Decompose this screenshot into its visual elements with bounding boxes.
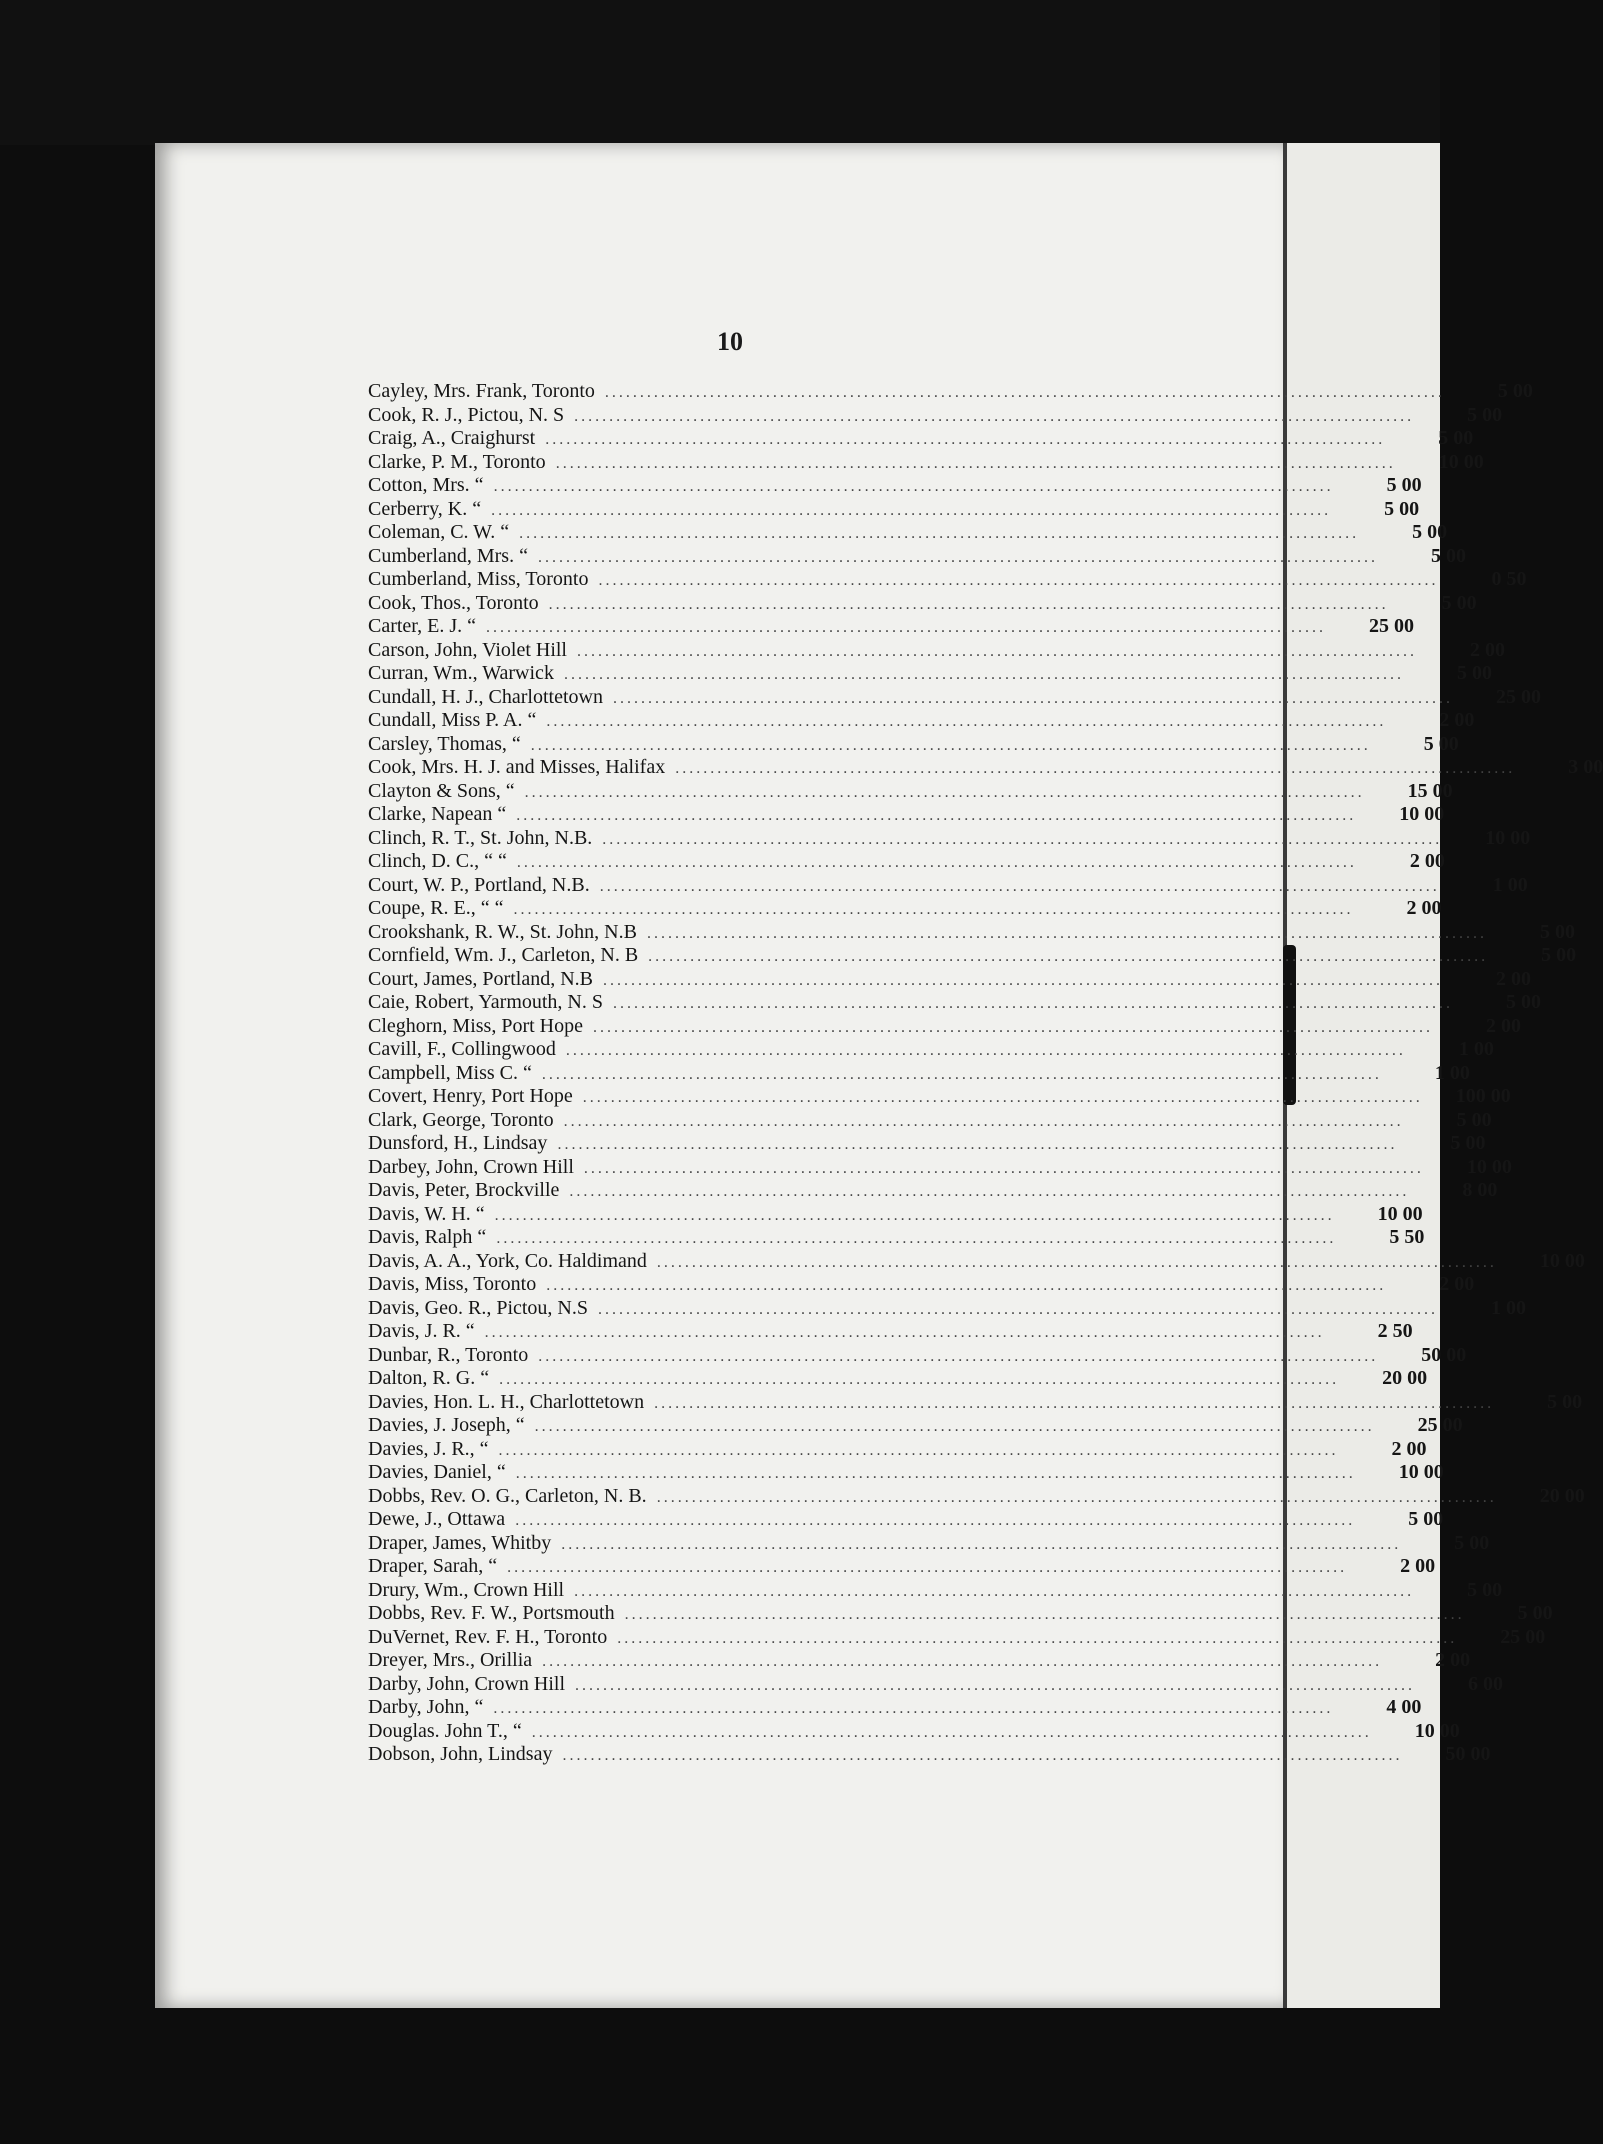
list-item (368, 826, 1531, 851)
dot-leader: ........................................................................................................................ (583, 1159, 1424, 1177)
list-item (368, 1602, 1553, 1626)
dot-leader: ........................................................................................................................ (484, 1324, 1325, 1341)
subscriber-name: Douglas. John T., “ (368, 1719, 522, 1742)
subscription-amount: 2 00 (1406, 897, 1442, 919)
subscriber-list (368, 380, 1603, 1767)
subscriber-name: Davis, J. R. “ (368, 1320, 475, 1342)
subscription-amount: 2 00 (1409, 850, 1445, 872)
subscription-amount: 10 00 (1399, 803, 1445, 825)
subscriber-name: Davies, J. R., “ (368, 1437, 489, 1460)
list-item (368, 1296, 1526, 1321)
subscriber-name: Clark, George, Toronto (368, 1108, 554, 1131)
subscriber-name: Cayley, Mrs. Frank, Toronto (368, 380, 595, 402)
subscription-amount: 2 00 (1486, 1014, 1521, 1037)
dot-leader: ........................................................................................................................ (534, 1418, 1375, 1435)
subscriber-name: Cundall, H. J., Charlottetown (368, 685, 603, 708)
list-item (368, 1108, 1492, 1133)
list-item (368, 427, 1474, 451)
dot-leader: ........................................................................................................................ (617, 1629, 1458, 1647)
subscription-amount: 5 50 (1389, 1226, 1425, 1248)
dot-leader: ........................................................................................................................ (602, 830, 1443, 848)
subscription-amount: 5 00 (1412, 521, 1448, 543)
list-item (368, 1061, 1470, 1086)
list-item (368, 1202, 1423, 1227)
subscription-amount: 5 00 (1438, 427, 1474, 449)
list-item (368, 474, 1422, 498)
dot-leader: ........................................................................................................................ (486, 619, 1327, 636)
scan-background (0, 0, 1440, 145)
subscription-amount: 5 00 (1506, 991, 1541, 1013)
list-item (368, 1390, 1583, 1415)
subscription-amount: 10 00 (1485, 826, 1531, 849)
subscription-amount: 2 00 (1496, 967, 1531, 990)
subscriber-name: Carsley, Thomas, “ (368, 732, 521, 755)
dot-leader: ........................................................................................................................ (546, 1277, 1387, 1294)
subscriber-name: Coupe, R. E., “ “ (368, 897, 504, 919)
dot-leader: ........................................................................................................................ (513, 901, 1354, 918)
list-item (368, 1038, 1494, 1062)
subscriber-name: Clayton & Sons, “ (368, 779, 515, 802)
subscription-amount: 25 00 (1417, 1414, 1463, 1436)
subscriber-name: Caie, Robert, Yarmouth, N. S (368, 991, 603, 1013)
dot-leader: ........................................................................................................................ (524, 783, 1365, 801)
subscriber-name: Cleghorn, Miss, Port Hope (368, 1014, 583, 1037)
list-item (368, 591, 1477, 616)
subscriber-name: Cook, Mrs. H. J. and Misses, Halifax (368, 756, 666, 778)
dot-leader: ........................................................................................................................ (569, 1183, 1410, 1200)
subscriber-name: DuVernet, Rev. F. H., Toronto (368, 1625, 608, 1648)
dot-leader: ........................................................................................................................ (499, 1371, 1340, 1388)
subscriber-name: Campbell, Miss C. “ (368, 1061, 532, 1084)
list-item (368, 1132, 1486, 1156)
subscription-amount: 4 00 (1386, 1696, 1422, 1718)
subscriber-name: Dewe, J., Ottawa (368, 1508, 506, 1530)
subscriber-name: Clarke, Napean “ (368, 803, 507, 825)
subscriber-name: Cook, Thos., Toronto (368, 591, 539, 614)
subscriber-name: Court, W. P., Portland, N.B. (368, 873, 590, 896)
subscription-amount: 6 00 (1468, 1672, 1504, 1695)
subscription-amount: 1 00 (1458, 1038, 1494, 1060)
dot-leader: ........................................................................................................................ (646, 924, 1487, 942)
subscriber-name: Cundall, Miss P. A. “ (368, 709, 537, 731)
dot-leader: ........................................................................................................................ (493, 478, 1334, 495)
subscriber-name: Davis, A. A., York, Co. Haldimand (368, 1249, 647, 1272)
list-item (368, 1743, 1491, 1767)
subscriber-name: Cerberry, K. “ (368, 497, 482, 520)
subscriber-name: Davies, Hon. L. H., Charlottetown (368, 1390, 645, 1413)
subscription-amount: 15 00 (1407, 779, 1453, 802)
dot-leader: ........................................................................................................................ (555, 454, 1396, 472)
subscription-amount: 5 00 (1541, 944, 1577, 966)
list-item (368, 1343, 1467, 1368)
subscription-amount: 2 00 (1439, 1273, 1475, 1295)
list-item (368, 756, 1603, 780)
list-item (368, 380, 1533, 404)
subscription-amount: 100 00 (1455, 1085, 1511, 1107)
dot-leader: ........................................................................................................................ (542, 1653, 1383, 1670)
list-item (368, 497, 1420, 522)
list-item (368, 1414, 1463, 1438)
list-item (368, 897, 1442, 921)
subscriber-name: Coleman, C. W. “ (368, 521, 510, 543)
subscription-amount: 0 50 (1491, 568, 1527, 590)
list-item (368, 1508, 1444, 1532)
dot-leader: ........................................................................................................................ (531, 1723, 1372, 1741)
list-item (368, 1531, 1490, 1556)
subscription-amount: 20 00 (1539, 1484, 1585, 1507)
list-item (368, 1320, 1413, 1344)
subscription-amount: 1 00 (1434, 1061, 1470, 1084)
subscriber-name: Drury, Wm., Crown Hill (368, 1578, 565, 1601)
list-item (368, 1555, 1436, 1579)
dot-leader: ........................................................................................................................ (656, 1253, 1497, 1271)
dot-leader: ........................................................................................................................ (491, 501, 1332, 519)
dot-leader: ........................................................................................................................ (519, 525, 1360, 542)
subscription-amount: 50 00 (1445, 1743, 1491, 1765)
list-item (368, 1696, 1422, 1720)
subscription-amount: 2 00 (1439, 709, 1475, 731)
subscriber-name: Davis, Geo. R., Pictou, N.S (368, 1296, 588, 1319)
subscriber-name: Cook, R. J., Pictou, N. S (368, 403, 565, 426)
page-number: 10 (717, 327, 743, 356)
subscriber-name: Dobbs, Rev. O. G., Carleton, N. B. (368, 1484, 647, 1507)
dot-leader: ........................................................................................................................ (603, 971, 1443, 989)
list-item (368, 403, 1503, 428)
dot-leader: ........................................................................................................................ (538, 1347, 1379, 1365)
dot-leader: ........................................................................................................................ (516, 807, 1357, 824)
dot-leader: ........................................................................................................................ (648, 948, 1489, 965)
subscriber-name: Draper, James, Whitby (368, 1531, 552, 1554)
dot-leader: ........................................................................................................................ (530, 736, 1371, 754)
list-item (368, 1625, 1546, 1650)
dot-leader: ........................................................................................................................ (598, 572, 1439, 589)
list-item (368, 1155, 1512, 1180)
dot-leader: ........................................................................................................................ (599, 877, 1440, 895)
subscription-amount: 5 00 (1547, 1390, 1583, 1413)
subscription-amount: 10 00 (1466, 1155, 1512, 1178)
subscription-amount: 5 00 (1441, 591, 1477, 614)
subscriber-name: Clinch, R. T., St. John, N.B. (368, 826, 593, 849)
dot-leader: ........................................................................................................................ (493, 1700, 1334, 1717)
subscriber-name: Darby, John, Crown Hill (368, 1672, 566, 1695)
subscription-amount: 1 00 (1491, 1296, 1526, 1319)
subscription-amount: 10 00 (1377, 1202, 1423, 1225)
list-item (368, 1085, 1511, 1109)
list-item (368, 450, 1484, 475)
subscription-amount: 2 00 (1400, 1555, 1436, 1577)
subscriber-name: Dunbar, R., Toronto (368, 1343, 529, 1366)
subscription-amount: 5 00 (1467, 403, 1503, 426)
list-item (368, 991, 1541, 1015)
subscriber-name: Dobson, John, Lindsay (368, 1743, 553, 1765)
list-item (368, 615, 1415, 639)
subscriber-name: Craig, A., Craighurst (368, 427, 536, 449)
subscriber-name: Curran, Wm., Warwick (368, 662, 554, 684)
list-item (368, 920, 1575, 945)
dot-leader: ........................................................................................................................ (563, 1112, 1404, 1130)
list-item (368, 1014, 1521, 1039)
dot-leader: ........................................................................................................................ (613, 995, 1453, 1012)
subscription-amount: 50 00 (1421, 1343, 1467, 1366)
dot-leader: ........................................................................................................................ (562, 1747, 1403, 1764)
dot-leader: ........................................................................................................................ (593, 1018, 1433, 1036)
list-item (368, 1273, 1475, 1297)
subscription-amount: 3 00 (1568, 756, 1603, 778)
dot-leader: ........................................................................................................................ (624, 1606, 1465, 1623)
subscriber-name: Davis, Miss, Toronto (368, 1273, 537, 1295)
subscriber-name: Dalton, R. G. “ (368, 1367, 490, 1389)
dot-leader: ........................................................................................................................ (515, 1512, 1356, 1529)
subscriber-name: Darby, John, “ (368, 1696, 484, 1718)
list-item (368, 1719, 1460, 1744)
subscriber-name: Davies, Daniel, “ (368, 1461, 506, 1483)
subscriber-name: Covert, Henry, Port Hope (368, 1085, 573, 1107)
subscription-amount: 5 00 (1384, 497, 1420, 520)
list-item (368, 1649, 1471, 1673)
dot-leader: ........................................................................................................................ (545, 431, 1386, 448)
list-item (368, 568, 1527, 592)
dot-leader: ........................................................................................................................ (546, 713, 1387, 730)
list-item (368, 638, 1505, 663)
list-item (368, 1179, 1498, 1203)
list-item (368, 1367, 1428, 1391)
subscriber-name: Cumberland, Mrs. “ (368, 544, 528, 567)
list-item (368, 1226, 1425, 1250)
subscription-amount: 2 50 (1377, 1320, 1413, 1342)
dot-leader: ........................................................................................................................ (604, 384, 1445, 401)
subscriber-name: Davis, Ralph “ (368, 1226, 487, 1248)
dot-leader: ........................................................................................................................ (565, 1042, 1406, 1059)
subscription-amount: 5 00 (1423, 732, 1459, 755)
subscription-amount: 1 00 (1492, 873, 1528, 896)
subscriber-name: Darbey, John, Crown Hill (368, 1155, 574, 1178)
dot-leader: ........................................................................................................................ (656, 1488, 1497, 1506)
list-item (368, 873, 1528, 898)
list-item (368, 944, 1577, 968)
dot-leader: ........................................................................................................................ (675, 760, 1516, 777)
subscription-amount: 10 00 (1438, 450, 1484, 473)
dot-leader: ........................................................................................................................ (582, 1089, 1423, 1106)
dot-leader: ........................................................................................................................ (548, 595, 1389, 613)
subscription-amount: 10 00 (1539, 1249, 1585, 1272)
subscriber-name: Cumberland, Miss, Toronto (368, 568, 589, 590)
subscription-amount: 25 00 (1369, 615, 1415, 637)
subscriber-name: Cornfield, Wm. J., Carleton, N. B (368, 944, 639, 966)
dot-leader: ........................................................................................................................ (541, 1065, 1382, 1083)
subscription-amount: 5 00 (1386, 474, 1422, 496)
subscriber-name: Carter, E. J. “ (368, 615, 477, 637)
subscriber-name: Court, James, Portland, N.B (368, 967, 593, 990)
list-item (368, 521, 1448, 545)
subscriber-name: Dreyer, Mrs., Orillia (368, 1649, 533, 1671)
subscriber-name: Davis, W. H. “ (368, 1202, 485, 1225)
dot-leader: ........................................................................................................................ (498, 1441, 1339, 1459)
dot-leader: ........................................................................................................................ (515, 1465, 1356, 1482)
dot-leader: ........................................................................................................................ (563, 666, 1404, 683)
subscription-amount: 2 00 (1469, 638, 1505, 661)
list-item (368, 685, 1541, 710)
subscription-amount: 25 00 (1495, 685, 1541, 708)
subscription-amount: 5 00 (1454, 1531, 1490, 1554)
dot-leader: ........................................................................................................................ (496, 1230, 1337, 1247)
subscriber-name: Crookshank, R. W., St. John, N.B (368, 920, 637, 943)
subscription-amount: 5 00 (1467, 1578, 1503, 1601)
subscriber-name: Davies, J. Joseph, “ (368, 1414, 525, 1436)
list-item (368, 1578, 1503, 1603)
list-item (368, 1461, 1444, 1485)
dot-leader: ........................................................................................................................ (598, 1300, 1438, 1318)
list-item (368, 803, 1445, 827)
subscriber-name: Dunsford, H., Lindsay (368, 1132, 548, 1154)
subscriber-name: Dobbs, Rev. F. W., Portsmouth (368, 1602, 615, 1624)
dot-leader: ........................................................................................................................ (537, 548, 1378, 566)
subscription-amount: 5 00 (1408, 1508, 1444, 1530)
list-item (368, 1484, 1585, 1509)
dot-leader: ........................................................................................................................ (557, 1136, 1398, 1153)
list-item (368, 732, 1459, 757)
dot-leader: ........................................................................................................................ (516, 854, 1357, 871)
subscriber-name: Clarke, P. M., Toronto (368, 450, 546, 473)
subscriber-name: Carson, John, Violet Hill (368, 638, 567, 661)
subscriber-name: Cotton, Mrs. “ (368, 474, 484, 496)
list-item (368, 967, 1531, 992)
subscription-amount: 5 00 (1450, 1132, 1486, 1154)
subscriber-name: Draper, Sarah, “ (368, 1555, 498, 1577)
dot-leader: ........................................................................................................................ (576, 642, 1417, 660)
dot-leader: ........................................................................................................................ (575, 1676, 1416, 1694)
dot-leader: ........................................................................................................................ (561, 1535, 1402, 1553)
dot-leader: ........................................................................................................................ (507, 1559, 1348, 1576)
list-item (368, 709, 1475, 733)
subscription-amount: 10 00 (1398, 1461, 1444, 1483)
list-item (368, 662, 1492, 686)
subscriber-name: Cavill, F., Collingwood (368, 1038, 556, 1060)
list-item (368, 544, 1466, 569)
subscription-amount: 2 00 (1391, 1437, 1427, 1460)
dot-leader: ........................................................................................................................ (612, 689, 1453, 707)
list-item (368, 1672, 1504, 1697)
subscriber-name: Clinch, D. C., “ “ (368, 850, 507, 872)
dot-leader: ........................................................................................................................ (574, 1582, 1415, 1600)
subscription-amount: 5 00 (1456, 662, 1492, 684)
list-item (368, 1437, 1427, 1462)
subscription-amount: 5 00 (1430, 544, 1466, 567)
subscription-amount: 8 00 (1462, 1179, 1498, 1201)
subscription-amount: 2 00 (1435, 1649, 1471, 1671)
dot-leader: ........................................................................................................................ (494, 1206, 1335, 1224)
subscription-amount: 5 00 (1456, 1108, 1492, 1131)
subscription-amount: 5 00 (1517, 1602, 1553, 1624)
subscriber-name: Davis, Peter, Brockville (368, 1179, 560, 1201)
subscription-amount: 25 00 (1500, 1625, 1546, 1648)
subscription-amount: 20 00 (1382, 1367, 1428, 1389)
subscription-amount: 10 00 (1414, 1719, 1460, 1742)
subscription-amount: 5 00 (1497, 380, 1533, 402)
dot-leader: ........................................................................................................................ (654, 1394, 1495, 1412)
list-item (368, 850, 1445, 874)
list-item (368, 1249, 1585, 1274)
subscription-amount: 5 00 (1539, 920, 1575, 943)
list-item (368, 779, 1453, 804)
dot-leader: ........................................................................................................................ (574, 407, 1415, 425)
